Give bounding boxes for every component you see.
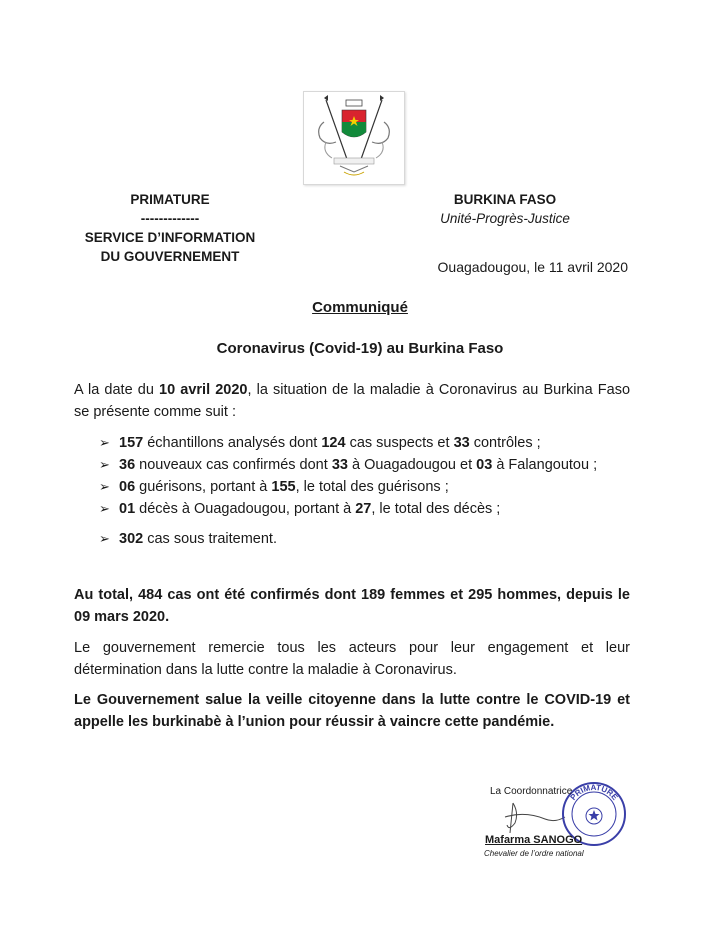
stat-text: cas suspects et — [345, 435, 454, 451]
date-line: Ouagadougou, le 11 avril 2020 — [437, 259, 628, 275]
stat-text: contrôles ; — [469, 435, 541, 451]
arrow-bullet-icon: ➢ — [99, 531, 110, 546]
stat-text: cas sous traitement. — [143, 531, 277, 547]
stat-value: 03 — [476, 457, 493, 473]
stat-value: 157 — [119, 435, 144, 451]
svg-text:PRIMATURE — [568, 783, 619, 803]
stat-text: , le total des décès ; — [371, 501, 501, 517]
issuer-line-1: PRIMATURE — [130, 192, 210, 207]
issuer-line-4: DU GOUVERNEMENT — [100, 249, 240, 264]
document-heading: Communiqué — [312, 299, 408, 316]
intro-text-1: A la date du — [74, 382, 160, 398]
stat-value: 27 — [355, 501, 372, 517]
signatory-name: Mafarma SANOGO — [485, 834, 583, 846]
stat-text: guérisons, portant à — [135, 479, 272, 495]
issuer-separator: ------------- — [140, 211, 200, 226]
coat-of-arms-emblem — [303, 91, 405, 185]
statistics-list — [99, 432, 630, 550]
total-paragraph: Au total, 484 cas ont été confirmés dont 189 femmes et 295 hommes, depuis le 09 mars 2020. — [74, 587, 630, 625]
stat-text: décès à Ouagadougou, portant à — [135, 501, 356, 517]
country-header — [420, 190, 590, 228]
signatory-title: Chevalier de l’ordre national — [484, 849, 584, 858]
stat-value: 01 — [119, 501, 136, 517]
list-item — [99, 432, 630, 454]
stat-value: 33 — [453, 435, 470, 451]
stat-text: échantillons analysés dont — [143, 435, 322, 451]
list-item — [99, 528, 630, 550]
list-item — [99, 454, 630, 476]
stat-text: nouveaux cas confirmés dont — [135, 457, 332, 473]
coat-of-arms-icon — [304, 92, 404, 184]
list-item — [99, 498, 630, 520]
arrow-bullet-icon: ➢ — [99, 501, 110, 516]
document-subject: Coronavirus (Covid-19) au Burkina Faso — [216, 340, 504, 357]
issuer-line-3: SERVICE D’INFORMATION — [84, 230, 256, 245]
stat-text: à Ouagadougou et — [347, 457, 477, 473]
list-item — [99, 476, 630, 498]
stat-value: 155 — [271, 479, 296, 495]
intro-date: 10 avril 2020 — [159, 382, 248, 398]
thanks-paragraph: Le gouvernement remercie tous les acteurs pour leur engagement et leur détermination dans la lutte contre la maladie à Coronavirus. — [74, 640, 630, 678]
arrow-bullet-icon: ➢ — [99, 435, 110, 450]
arrow-bullet-icon: ➢ — [99, 479, 110, 494]
stat-value: 33 — [331, 457, 348, 473]
stat-value: 06 — [119, 479, 136, 495]
stat-value: 124 — [321, 435, 346, 451]
stat-text: , le total des guérisons ; — [295, 479, 449, 495]
issuer-header — [60, 190, 280, 266]
country-motto: Unité-Progrès-Justice — [440, 211, 570, 226]
intro-paragraph — [74, 379, 630, 423]
stat-value: 36 — [119, 457, 136, 473]
stat-text: à Falangoutou ; — [492, 457, 598, 473]
stat-value: 302 — [119, 531, 144, 547]
stamp-text: PRIMATURE — [568, 782, 620, 802]
salute-paragraph: Le Gouvernement salue la veille citoyenne dans la lutte contre le COVID-19 et appelle les burkinabè à l’union pour réussir à vaincre cette pandémie. — [74, 692, 630, 730]
signatory-role: La Coordonnatrice — [490, 786, 573, 797]
country-name: BURKINA FASO — [453, 192, 557, 207]
arrow-bullet-icon: ➢ — [99, 457, 110, 472]
intro-text-2: , la situation de la maladie à Coronavirus au Burkina Faso se présente comme suit : — [74, 382, 631, 420]
